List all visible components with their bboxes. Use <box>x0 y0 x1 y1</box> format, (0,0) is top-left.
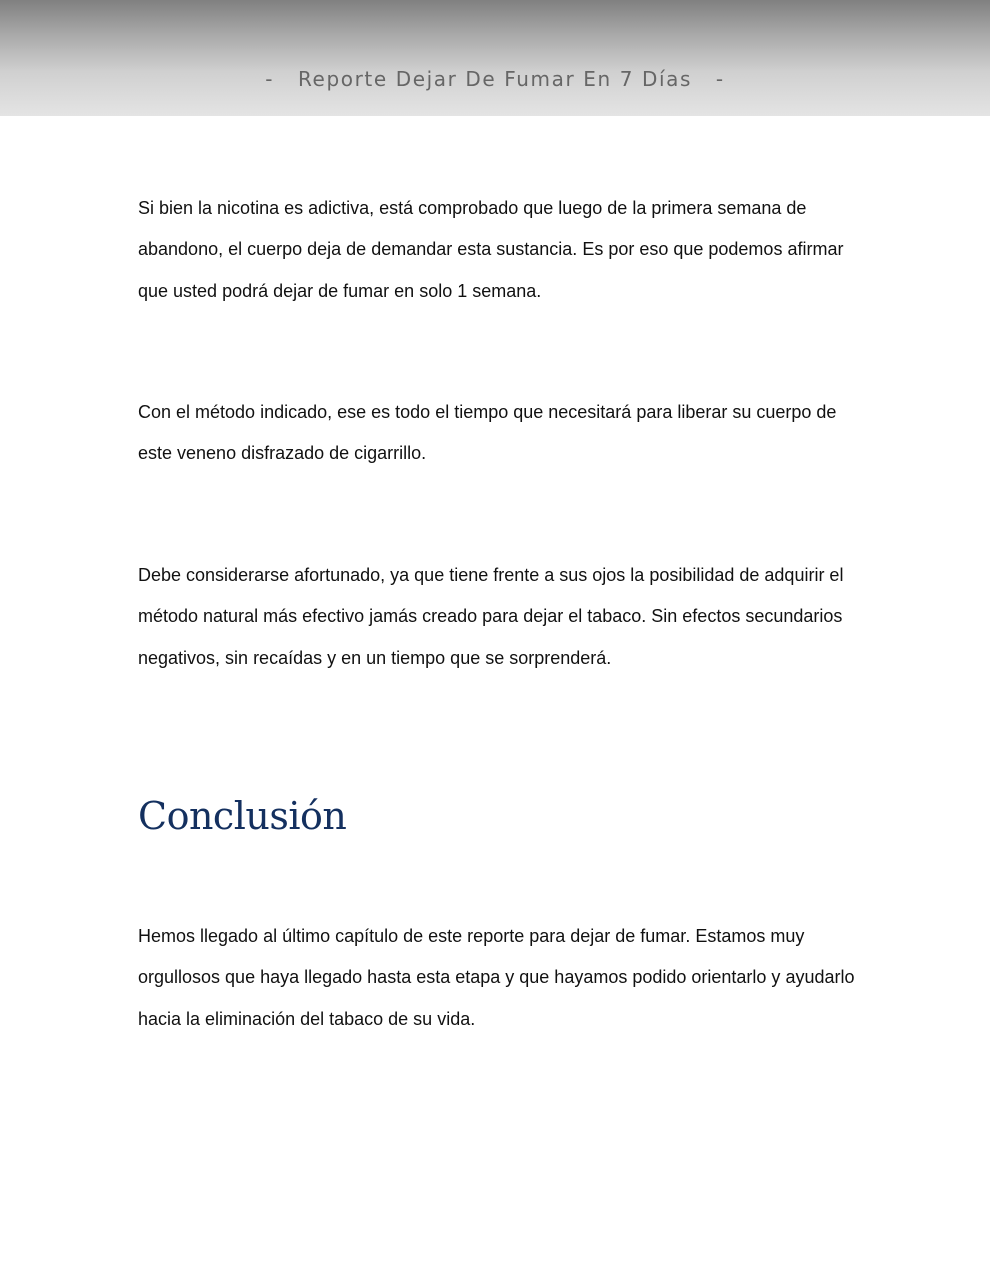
paragraph-fortunate: Debe considerarse afortunado, ya que tiene frente a sus ojos la posibilidad de adquirir el método natural más efectivo jamás creado para dejar el tabaco. Sin efectos secundarios negativos, sin recaídas y en un tiempo que se sorprenderá. <box>138 565 844 668</box>
paragraph-method: Con el método indicado, ese es todo el tiempo que necesitará para liberar su cuerpo de este veneno disfrazado de cigarrillo. <box>138 402 837 464</box>
paragraph-nicotine: Si bien la nicotina es adictiva, está comprobado que luego de la primera semana de abandono, el cuerpo deja de demandar esta sustancia. Es por eso que podemos afirmar que usted podrá dejar de fumar en solo 1 semana. <box>138 198 844 301</box>
section-heading-conclusion: Conclusión <box>138 794 347 838</box>
page-header <box>0 0 990 116</box>
header-title: - Reporte Dejar De Fumar En 7 Días - <box>265 67 725 91</box>
paragraph-conclusion: Hemos llegado al último capítulo de este reporte para dejar de fumar. Estamos muy orgullosos que haya llegado hasta esta etapa y que hayamos podido orientarlo y ayudarlo hacia la eliminación del tabaco de su vida. <box>138 926 855 1029</box>
